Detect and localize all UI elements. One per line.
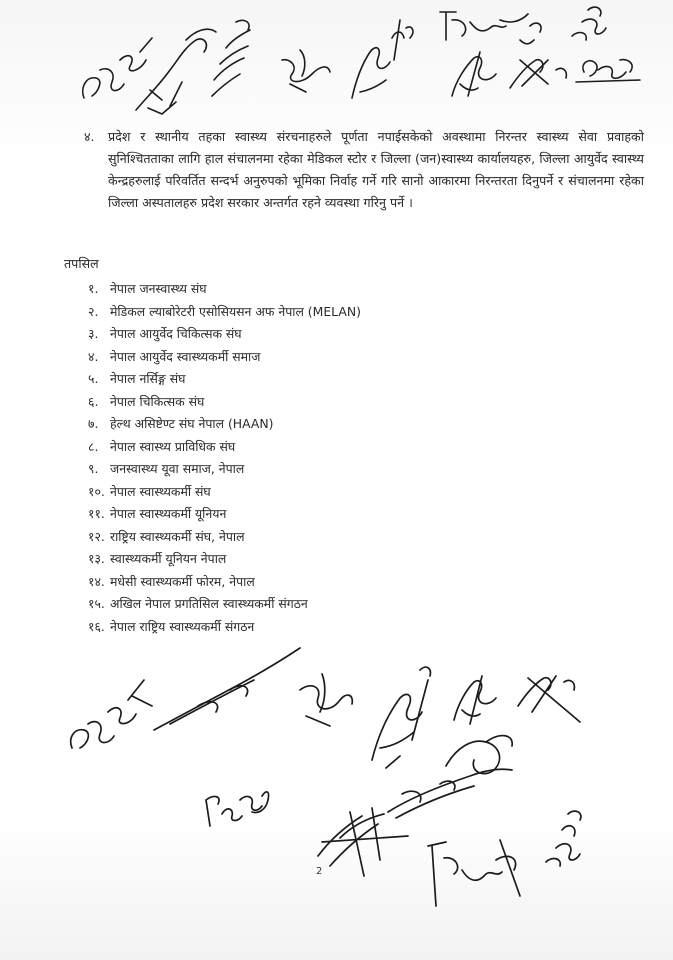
list-item-label: मेडिकल ल्याबोरेटरी एसोसियसन अफ नेपाल (MELAN) xyxy=(110,303,361,319)
list-item-number: ७. xyxy=(88,416,99,431)
list-item-label: नेपाल जनस्वास्थ्य संघ xyxy=(110,281,207,296)
list-item xyxy=(88,346,361,369)
list-item-label: नेपाल आयुर्वेद चिकित्सक संघ xyxy=(110,326,242,341)
list-item xyxy=(88,368,361,391)
list-item-label: अखिल नेपाल प्रगतिसिल स्वास्थ्यकर्मी संगठन xyxy=(110,596,308,611)
paragraph-4 xyxy=(84,126,644,214)
list-item-number: ३. xyxy=(88,326,99,341)
list-item-label: नेपाल स्वास्थ्य प्राविधिक संघ xyxy=(110,438,236,454)
list-item xyxy=(88,548,361,571)
list-item xyxy=(88,323,361,346)
list-item-number: १५. xyxy=(88,596,105,611)
list-item xyxy=(88,301,361,324)
list-item-number: ८. xyxy=(88,438,99,454)
list-item-label: नेपाल नर्सिङ्ग संघ xyxy=(110,371,186,386)
list-item xyxy=(88,391,361,414)
list-item xyxy=(88,526,361,549)
list-item-number: ५. xyxy=(88,371,99,386)
page-number: 2 xyxy=(316,866,323,877)
list-item xyxy=(88,571,361,594)
list-item-number: १२. xyxy=(88,528,105,544)
list-item-number: १. xyxy=(88,281,99,296)
list-item-number: १६. xyxy=(88,618,105,634)
paragraph-number: ४. xyxy=(84,129,95,144)
list-item-number: ११. xyxy=(88,506,105,521)
list-item xyxy=(88,413,361,436)
list-item xyxy=(88,278,361,301)
list-item xyxy=(88,481,361,504)
list-item-number: १०. xyxy=(88,483,105,499)
list-item xyxy=(88,436,361,459)
list-item-number: १३. xyxy=(88,551,105,566)
list-item-label: नेपाल आयुर्वेद स्वास्थ्यकर्मी समाज xyxy=(110,348,261,364)
list-item-label: नेपाल स्वास्थ्यकर्मी यूनियन xyxy=(110,506,227,521)
organization-list xyxy=(88,278,361,638)
list-item-label: मधेसी स्वास्थ्यकर्मी फोरम, नेपाल xyxy=(110,573,255,589)
paragraph-text: प्रदेश र स्थानीय तहका स्वास्थ्य संरचनाहरुले पूर्णता नपाईसकेको अवस्थामा निरन्तर स्वास्थ्य सेवा प्रवाहको सुनिश्चितताका लागि हाल संचालनमा रहेका मेडिकल स्टोर र जिल्ला (जन)स्वास्थ्य कार्यालयहरु, जिल्ला आयुर्वेद स्वास्थ्य केन्द्रहरुलाई परिवर्तित सन्दर्भ अनुरुपको भूमिका निर्वाह गर्ने गरि सानो आकारमा निरन्तरता दिनुपर्ने र संचालनमा रहेका जिल्ला अस्पतालहरु प्रदेश सरकार अन्तर्गत रहने व्यवस्था गरिनु पर्ने । xyxy=(108,129,644,210)
list-item-label: जनस्वास्थ्य यूवा समाज, नेपाल xyxy=(110,461,245,476)
list-item-label: हेल्थ असिष्टेण्ट संघ नेपाल (HAAN) xyxy=(110,416,274,431)
list-item-number: २. xyxy=(88,303,99,319)
list-item xyxy=(88,616,361,639)
list-item-label: नेपाल राष्ट्रिय स्वास्थ्यकर्मी संगठन xyxy=(110,618,255,634)
list-item xyxy=(88,458,361,481)
list-item xyxy=(88,503,361,526)
list-item-label: स्वास्थ्यकर्मी यूनियन नेपाल xyxy=(110,551,227,566)
list-item-number: ९. xyxy=(88,461,99,476)
list-heading: तपसिल xyxy=(64,256,99,271)
list-item-number: १४. xyxy=(88,573,105,589)
list-item xyxy=(88,593,361,616)
list-item-number: ६. xyxy=(88,393,99,409)
list-item-number: ४. xyxy=(88,348,99,364)
list-item-label: नेपाल चिकित्सक संघ xyxy=(110,393,205,409)
list-item-label: राष्ट्रिय स्वास्थ्यकर्मी संघ, नेपाल xyxy=(110,528,245,544)
list-item-label: नेपाल स्वास्थ्यकर्मी संघ xyxy=(110,483,211,499)
